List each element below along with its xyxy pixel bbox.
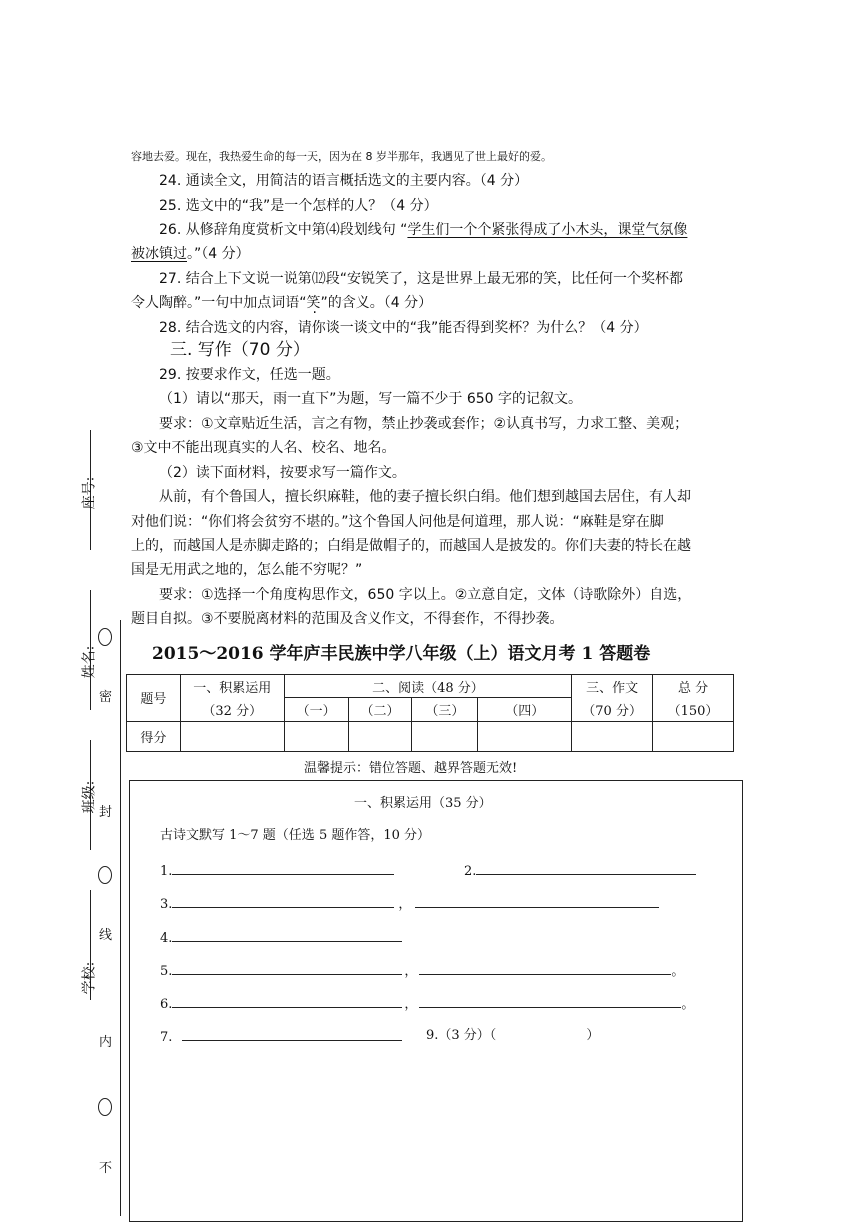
recitation-instruction: 古诗文默写 1～7 题（任选 5 题作答，10 分）: [160, 828, 431, 843]
answer-line-2: [464, 860, 696, 882]
name-label: 姓名:: [81, 645, 98, 679]
score-cell-total[interactable]: [653, 721, 734, 751]
binding-circle-icon: [98, 1098, 112, 1116]
period: 。: [681, 997, 695, 1012]
q27-text-a: 令人陶醉。”一句中加点词语“: [131, 295, 307, 311]
q26-prefix: 26. 从修辞角度赏析文中第⑷段划线句 “: [159, 222, 408, 238]
table-header-total-points: （150）: [653, 698, 734, 721]
material-line-1: 从前，有个鲁国人，擅长织麻鞋，他的妻子擅长织白绢。他们想到越国去居住，有人却: [159, 489, 691, 505]
question-24: 24. 通读全文，用简洁的语言概括选文的主要内容。（4 分）: [159, 173, 529, 189]
binding-circle-icon: [98, 866, 112, 884]
table-header-sub4: （四）: [478, 698, 572, 721]
seal-char-mi: 密: [99, 690, 113, 705]
score-cell-sub1[interactable]: [284, 721, 348, 751]
material-line-4: 国是无用武之地的，怎么能不穷呢？”: [131, 562, 363, 578]
item-6-label: 6.: [160, 997, 173, 1012]
question-28: 28. 结合选文的内容，请你谈一谈文中的“我”能否得到奖杯？为什么？（4 分）: [159, 320, 648, 336]
item-1-label: 1.: [160, 864, 173, 879]
period: 。: [671, 964, 685, 979]
table-header-number: 题号: [127, 675, 181, 722]
q26-underlined-end: 被冰镇过: [131, 246, 187, 262]
blank-2[interactable]: [476, 860, 696, 875]
class-label: 班级:: [81, 780, 98, 814]
table-row-score-label: 得分: [127, 721, 181, 751]
item-5-label: 5.: [160, 964, 173, 979]
option-2-requirements-cont: 题目自拟。③不要脱离材料的范围及含义作文，不得套作，不得抄袭。: [131, 611, 564, 627]
table-header-sub2: （二）: [348, 698, 412, 721]
q26-underlined-sentence: 学生们一个个紧张得成了小木头，课堂气氛像: [407, 222, 688, 238]
seal-char-xian: 线: [99, 928, 113, 943]
answer-line-5: [160, 960, 684, 982]
item-9-label: 9.（3 分）（: [426, 1028, 497, 1043]
answer-line-4: [160, 927, 402, 949]
blank-1[interactable]: [172, 860, 394, 875]
binding-line: [120, 620, 121, 1216]
table-header-section3: 三、作文: [572, 675, 653, 698]
item-9-close: ）: [586, 1028, 600, 1043]
q26-suffix: 。”（4 分）: [187, 246, 250, 262]
score-cell-section1[interactable]: [180, 721, 284, 751]
table-header-total: 总 分: [653, 675, 734, 698]
table-header-section1-points: （32 分）: [180, 698, 284, 721]
option-2-requirements: 要求：①选择一个角度构思作文，650 字以上。②立意自定，文体（诗歌除外）自选，: [159, 587, 692, 603]
seal-char-feng: 封: [99, 805, 113, 820]
question-26-line2: [131, 244, 250, 264]
blank-3b[interactable]: [415, 893, 659, 908]
item-3-label: 3.: [160, 897, 173, 912]
school-label: 学校:: [81, 961, 98, 995]
seal-char-nei: 内: [99, 1035, 113, 1050]
answer-sheet-title: 2015～2016 学年庐丰民族中学八年级（上）语文月考 1 答题卷: [152, 644, 651, 664]
blank-5a[interactable]: [172, 960, 402, 975]
table-header-section3-points: （70 分）: [572, 698, 653, 721]
answer-line-6: [160, 993, 694, 1015]
writing-option-1: （1）请以“那天，雨一直下”为题，写一篇不少于 650 字的记叙文。: [159, 391, 583, 407]
blank-7[interactable]: [182, 1026, 402, 1041]
comma: ，: [398, 897, 412, 912]
answer-line-7: [160, 1026, 402, 1048]
question-27-line2: [131, 293, 432, 313]
answer-line-3: [160, 893, 659, 915]
seat-number-label: 座号:: [81, 476, 98, 510]
blank-5b[interactable]: [419, 960, 671, 975]
score-cell-sub2[interactable]: [348, 721, 412, 751]
question-29: 29. 按要求作文，任选一题。: [159, 367, 340, 383]
answer-box-heading: 一、积累运用（35 分）: [354, 796, 492, 811]
option-1-requirements-cont: ③文中不能出现真实的人名、校名、地名。: [131, 440, 396, 456]
score-cell-sub4[interactable]: [478, 721, 572, 751]
question-27-line1: 27. 结合上下文说一说第⑿段“安锐笑了，这是世界上最无邪的笑，比任何一个奖杯都: [159, 271, 683, 287]
writing-heading: 三. 写作（70 分）: [170, 340, 310, 360]
q27-dotted-word: 笑: [306, 295, 321, 311]
score-cell-section3[interactable]: [572, 721, 653, 751]
question-25: 25. 选文中的“我”是一个怎样的人？（4 分）: [159, 198, 438, 214]
item-7-label: 7.: [160, 1030, 173, 1045]
item-4-label: 4.: [160, 931, 173, 946]
binding-circle-icon: [98, 628, 112, 646]
item-2-label: 2.: [464, 864, 477, 879]
answer-line-9: [426, 1026, 599, 1046]
answer-line-1: [160, 860, 394, 882]
passage-last-line: 容地去爱。现在，我热爱生命的每一天，因为在 8 岁半那年，我遇见了世上最好的爱。: [131, 150, 552, 163]
table-header-sub3: （三）: [412, 698, 478, 721]
blank-4[interactable]: [172, 927, 402, 942]
table-header-section1: 一、积累运用: [180, 675, 284, 698]
blank-6b[interactable]: [419, 993, 681, 1008]
option-1-requirements: 要求：①文章贴近生活，言之有物，禁止抄袭或套作；②认真书写，力求工整、美观；: [159, 416, 689, 432]
writing-option-2: （2）读下面材料，按要求写一篇作文。: [159, 465, 406, 481]
blank-6a[interactable]: [172, 993, 402, 1008]
score-table: [126, 674, 734, 752]
blank-3a[interactable]: [172, 893, 394, 908]
table-header-sub1: （一）: [284, 698, 348, 721]
comma: ，: [404, 997, 418, 1012]
q27-text-b: ”的含义。（4 分）: [320, 295, 433, 311]
answer-notice: 温馨提示：错位答题、越界答题无效!: [304, 761, 518, 776]
seal-char-bu: 不: [99, 1161, 113, 1176]
table-header-section2: 二、阅读（48 分）: [284, 675, 572, 698]
score-cell-sub3[interactable]: [412, 721, 478, 751]
question-26-line1: [159, 220, 687, 240]
material-line-3: 上的，而越国人是赤脚走路的；白绢是做帽子的，而越国人是披发的。你们夫妻的特长在越: [131, 538, 691, 554]
comma: ，: [404, 964, 418, 979]
material-line-2: 对他们说：“你们将会贫穷不堪的。”这个鲁国人问他是何道理，那人说：“麻鞋是穿在脚: [131, 514, 664, 530]
